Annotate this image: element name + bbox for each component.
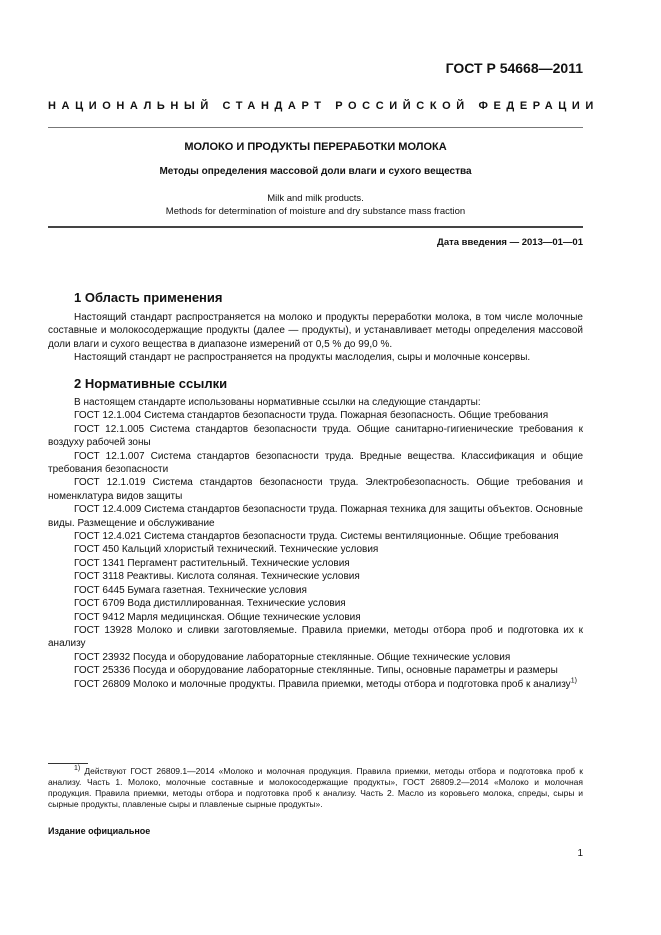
english-title-line2: Methods for determination of moisture and dry substance mass fraction (165, 206, 466, 217)
reference-item: ГОСТ 1341 Пергамент растительный. Технические условия (74, 557, 350, 569)
top-divider (48, 127, 583, 128)
reference-item: ГОСТ 12.1.004 Система стандартов безопасности труда. Пожарная безопасность. Общие требования (74, 410, 549, 422)
reference-item: ГОСТ 6709 Вода дистиллированная. Технические условия (74, 598, 346, 610)
section-1-heading: 1 Область применения (74, 290, 223, 305)
title-divider (48, 226, 583, 228)
reference-item: ГОСТ 23932 Посуда и оборудование лабораторные стеклянные. Общие технические условия (74, 651, 511, 663)
official-edition-label: Издание официальное (48, 826, 151, 836)
reference-item: ГОСТ 450 Кальций хлористый технический. Технические условия (74, 544, 379, 556)
national-standard-banner: НАЦИОНАЛЬНЫЙ СТАНДАРТ РОССИЙСКОЙ ФЕДЕРАЦИИ (48, 100, 599, 112)
reference-item: ГОСТ 6445 Бумага газетная. Технические условия (74, 584, 307, 596)
normative-references (48, 396, 583, 691)
document-subtitle: Методы определения массовой доли влаги и сухого вещества (159, 166, 472, 177)
footnote (48, 766, 583, 810)
reference-item: ГОСТ 12.4.021 Система стандартов безопасности труда. Системы вентиляционные. Общие требования (74, 531, 559, 543)
page-number: 1 (577, 848, 583, 859)
footnote-mark: 1) (74, 765, 81, 773)
section-2-heading: 2 Нормативные ссылки (74, 376, 228, 391)
reference-item: ГОСТ 9412 Марля медицинская. Общие технические условия (74, 611, 361, 623)
reference-text: ГОСТ 26809 Молоко и молочные продукты. Правила приемки, методы отбора и подготовка проб к анализу (74, 678, 571, 690)
english-title (48, 192, 583, 218)
section-1-body (48, 311, 583, 365)
introduction-date: Дата введения — 2013—01—01 (437, 237, 583, 248)
paragraph: Настоящий стандарт распространяется на молоко и продукты переработки молока, в том числе молочные составные и молокосодержащие продукты (далее — продукты), и устанавливает методы определения массовой доли влаги и сухого вещества в диапазоне измерений от 0,5 % до 99,0 %. (48, 312, 583, 350)
english-title-line1: Milk and milk products. (267, 193, 364, 204)
references-intro: В настоящем стандарте использованы нормативные ссылки на следующие стандарты: (74, 397, 481, 408)
footnote-divider (48, 763, 88, 764)
reference-item: ГОСТ 3118 Реактивы. Кислота соляная. Технические условия (74, 571, 360, 583)
footnote-marker: 1) (570, 677, 577, 685)
reference-item: ГОСТ 12.1.005 Система стандартов безопасности труда. Общие санитарно-гигиенические требования к воздуху рабочей зоны (48, 423, 583, 449)
reference-item (48, 678, 583, 691)
reference-item: ГОСТ 25336 Посуда и оборудование лабораторные стеклянные. Типы, основные параметры и размеры (74, 665, 558, 677)
footnote-body: Действуют ГОСТ 26809.1—2014 «Молоко и молочная продукция. Правила приемки, методы отбора и подготовка проб к анализу. Часть 1. Молоко, молочные составные и молокосодержащие продукты», ГОСТ 26809.2—2014 «Молоко и молочная продукция. Правила приемки, методы отбора и подготовка проб к анализу. Часть 2. Масло из коровьего молока, спреды, сыры и сырные продукты, плавленые сыры и плавленые сырные продукты». (48, 766, 583, 809)
footnote-text (48, 766, 583, 810)
reference-item: ГОСТ 12.4.009 Система стандартов безопасности труда. Пожарная техника для защиты объектов. Основные виды. Размещение и обслуживание (48, 504, 583, 529)
reference-item: ГОСТ 12.1.019 Система стандартов безопасности труда. Электробезопасность. Общие требования и номенклатура видов защиты (48, 477, 583, 502)
reference-item: ГОСТ 13928 Молоко и сливки заготовляемые. Правила приемки, методы отбора проб и подготовка их к анализу (48, 624, 583, 650)
reference-item: ГОСТ 12.1.007 Система стандартов безопасности труда. Вредные вещества. Классификация и общие требования безопасности (48, 450, 583, 476)
gost-number: ГОСТ Р 54668—2011 (445, 60, 583, 76)
document-title: МОЛОКО И ПРОДУКТЫ ПЕРЕРАБОТКИ МОЛОКА (184, 141, 447, 153)
paragraph: Настоящий стандарт не распространяется на продукты маслоделия, сыры и молочные консервы. (74, 352, 531, 364)
